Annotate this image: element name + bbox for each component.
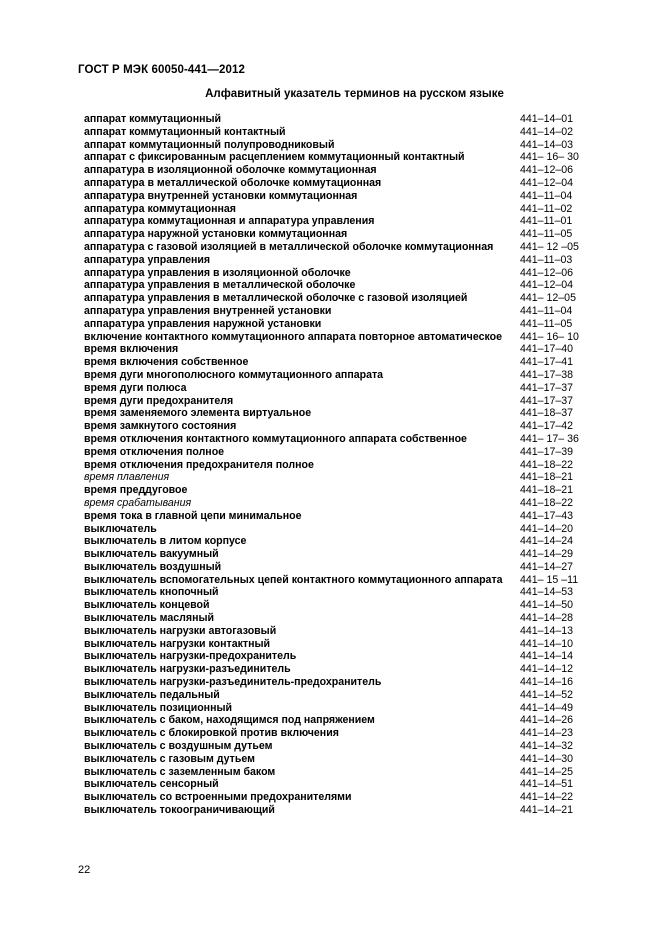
index-code: 441–12–04 [520, 279, 574, 292]
index-entry [84, 753, 584, 766]
index-code: 441–18–37 [520, 407, 574, 420]
index-term: время тока в главной цепи минимальное [84, 509, 302, 522]
index-term: аппарат коммутационный полупроводниковый [84, 138, 335, 151]
index-entry [84, 139, 584, 152]
index-term: время включения [84, 343, 179, 356]
index-entry [84, 446, 584, 459]
index-entry [84, 727, 584, 740]
index-term: выключатель с баком, находящимся под напряжением [84, 714, 375, 727]
index-entry [84, 305, 584, 318]
index-entry [84, 164, 584, 177]
index-term: время дуги полюса [84, 381, 187, 394]
index-code: 441–17–37 [520, 394, 574, 407]
index-term: аппаратура управления [84, 253, 211, 266]
index-entry [84, 343, 584, 356]
index-entry [84, 203, 584, 216]
index-term: время включения собственное [84, 356, 249, 369]
term-index-list [84, 113, 584, 817]
index-term: время дуги многополюсного коммутационного аппарата [84, 368, 384, 381]
index-entry [84, 510, 584, 523]
index-entry [84, 663, 584, 676]
index-entry [84, 804, 584, 817]
index-term: выключатель нагрузки автогазовый [84, 624, 277, 637]
index-term: выключатель токоограничивающий [84, 804, 275, 817]
index-code: 441–11–01 [520, 215, 573, 228]
index-term: аппаратура управления в металлической оболочке с газовой изоляцией [84, 292, 468, 305]
index-code: 441– 12 –05 [520, 240, 579, 253]
index-entry [84, 778, 584, 791]
index-entry [84, 586, 584, 599]
index-code: 441–18–22 [520, 496, 574, 509]
index-term: аппаратура внутренней установки коммутационная [84, 189, 358, 202]
index-entry [84, 356, 584, 369]
index-code: 441–12–04 [520, 176, 574, 189]
index-code: 441–14–25 [520, 765, 574, 778]
index-term: время заменяемого элемента виртуальное [84, 407, 312, 420]
index-entry [84, 638, 584, 651]
index-code: 441–14–53 [520, 586, 574, 599]
index-title: Алфавитный указатель терминов на русском языке [205, 88, 504, 100]
index-term: выключатель позиционный [84, 701, 233, 714]
index-entry [84, 228, 584, 241]
index-code: 441–14–22 [520, 791, 574, 804]
index-term: время плавления [84, 471, 170, 484]
index-term: аппаратура коммутационная и аппаратура управления [84, 215, 375, 228]
index-entry [84, 599, 584, 612]
index-term: выключатель воздушный [84, 560, 222, 573]
index-entry [84, 420, 584, 433]
index-term: время срабатывания [84, 496, 192, 509]
index-term: аппарат с фиксированным расцеплением коммутационный контактный [84, 151, 465, 164]
index-entry [84, 689, 584, 702]
index-entry [84, 126, 584, 139]
index-entry [84, 331, 584, 344]
index-code: 441–14–16 [520, 676, 574, 689]
index-entry [84, 791, 584, 804]
index-entry [84, 574, 584, 587]
index-term: аппарат коммутационный контактный [84, 125, 286, 138]
index-code: 441–14–20 [520, 522, 574, 535]
index-code: 441– 16– 10 [520, 330, 579, 343]
index-entry [84, 318, 584, 331]
index-entry [84, 279, 584, 292]
index-term: выключатель сенсорный [84, 778, 219, 791]
index-term: выключатель масляный [84, 612, 215, 625]
index-term: время дуги предохранителя [84, 394, 234, 407]
index-entry [84, 433, 584, 446]
index-entry [84, 625, 584, 638]
index-term: включение контактного коммутационного аппарата повторное автоматическое [84, 330, 503, 343]
index-term: время отключения предохранителя полное [84, 458, 314, 471]
index-code: 441–11–04 [520, 304, 573, 317]
index-code: 441– 17– 36 [520, 432, 579, 445]
index-entry [84, 395, 584, 408]
index-code: 441–17–42 [520, 420, 574, 433]
index-code: 441–17–43 [520, 509, 574, 522]
index-term: выключатель с газовым дутьем [84, 752, 255, 765]
index-code: 441–14–03 [520, 138, 574, 151]
document-header: ГОСТ Р МЭК 60050-441—2012 [78, 64, 245, 76]
index-term: выключатель нагрузки-разъединитель-предохранитель [84, 676, 382, 689]
index-term: аппаратура управления внутренней установки [84, 304, 332, 317]
index-entry [84, 650, 584, 663]
index-code: 441–11–05 [520, 317, 573, 330]
index-term: выключатель со встроенными предохранителями [84, 791, 352, 804]
index-code: 441–12–06 [520, 164, 574, 177]
index-code: 441–11–02 [520, 202, 573, 215]
index-term: выключатель нагрузки-предохранитель [84, 650, 297, 663]
index-entry [84, 369, 584, 382]
index-term: время преддуговое [84, 484, 188, 497]
index-code: 441–14–02 [520, 125, 574, 138]
index-term: выключатель концевой [84, 599, 210, 612]
index-code: 441–14–49 [520, 701, 574, 714]
index-entry [84, 267, 584, 280]
index-entry [84, 766, 584, 779]
index-code: 441–14–10 [520, 637, 574, 650]
index-code: 441–14–29 [520, 548, 574, 561]
index-code: 441–11–05 [520, 228, 573, 241]
index-code: 441–17–40 [520, 343, 574, 356]
index-code: 441–14–32 [520, 740, 574, 753]
index-term: аппаратура наружной установки коммутационная [84, 228, 348, 241]
index-code: 441–17–39 [520, 445, 574, 458]
index-code: 441–12–06 [520, 266, 574, 279]
page-number: 22 [78, 864, 91, 876]
index-entry [84, 471, 584, 484]
index-term: выключатель нагрузки-разъединитель [84, 663, 291, 676]
index-term: аппаратура коммутационная [84, 202, 236, 215]
index-entry [84, 151, 584, 164]
index-code: 441– 12–05 [520, 292, 576, 305]
index-entry [84, 113, 584, 126]
index-term: выключатель с заземленным баком [84, 765, 276, 778]
index-term: время отключения полное [84, 445, 225, 458]
index-term: выключатель с воздушным дутьем [84, 740, 273, 753]
index-code: 441–14–14 [520, 650, 574, 663]
index-term: аппаратура с газовой изоляцией в металлической оболочке коммутационная [84, 240, 494, 253]
index-entry [84, 676, 584, 689]
index-entry [84, 548, 584, 561]
index-entry [84, 535, 584, 548]
index-term: аппаратура управления в металлической оболочке [84, 279, 356, 292]
index-term: выключатель [84, 522, 157, 535]
index-entry [84, 254, 584, 267]
index-term: время отключения контактного коммутационного аппарата собственное [84, 432, 467, 445]
index-term: аппаратура в металлической оболочке коммутационная [84, 176, 382, 189]
index-term: выключатель нагрузки контактный [84, 637, 271, 650]
index-code: 441–17–37 [520, 381, 574, 394]
index-code: 441–17–38 [520, 368, 574, 381]
index-term: аппаратура управления наружной установки [84, 317, 322, 330]
index-entry [84, 561, 584, 574]
index-code: 441–14–50 [520, 599, 574, 612]
index-entry [84, 702, 584, 715]
index-entry [84, 177, 584, 190]
index-code: 441–14–12 [520, 663, 574, 676]
index-code: 441–14–51 [520, 778, 574, 791]
index-entry [84, 484, 584, 497]
index-code: 441–14–24 [520, 535, 574, 548]
index-code: 441–18–21 [520, 471, 574, 484]
index-term: аппарат коммутационный [84, 113, 222, 125]
index-term: выключатель с блокировкой против включения [84, 727, 339, 740]
index-term: аппаратура в изоляционной оболочке коммутационная [84, 164, 377, 177]
index-entry [84, 215, 584, 228]
index-code: 441–18–22 [520, 458, 574, 471]
index-entry [84, 292, 584, 305]
index-code: 441–14–13 [520, 624, 574, 637]
index-term: время замкнутого состояния [84, 420, 237, 433]
index-term: выключатель вакуумный [84, 548, 219, 561]
index-entry [84, 714, 584, 727]
index-code: 441–11–03 [520, 253, 573, 266]
index-code: 441–14–30 [520, 752, 574, 765]
index-entry [84, 382, 584, 395]
index-code: 441–18–21 [520, 484, 574, 497]
index-code: 441–14–23 [520, 727, 574, 740]
index-code: 441–14–26 [520, 714, 574, 727]
index-code: 441–11–04 [520, 189, 573, 202]
index-entry [84, 497, 584, 510]
index-entry [84, 523, 584, 536]
index-entry [84, 241, 584, 254]
index-code: 441–14–01 [520, 113, 574, 125]
index-code: 441– 16– 30 [520, 151, 579, 164]
index-term: выключатель в литом корпусе [84, 535, 247, 548]
index-code: 441– 15 –11 [520, 573, 579, 586]
index-code: 441–14–27 [520, 560, 574, 573]
index-term: выключатель вспомогательных цепей контактного коммутационного аппарата [84, 573, 503, 586]
index-entry [84, 190, 584, 203]
index-entry [84, 740, 584, 753]
index-code: 441–17–41 [520, 356, 574, 369]
index-term: выключатель педальный [84, 688, 220, 701]
index-term: аппаратура управления в изоляционной оболочке [84, 266, 351, 279]
index-entry [84, 407, 584, 420]
index-term: выключатель кнопочный [84, 586, 219, 599]
index-code: 441–14–28 [520, 612, 574, 625]
index-entry [84, 612, 584, 625]
index-code: 441–14–21 [520, 804, 574, 817]
index-entry [84, 459, 584, 472]
index-code: 441–14–52 [520, 688, 574, 701]
